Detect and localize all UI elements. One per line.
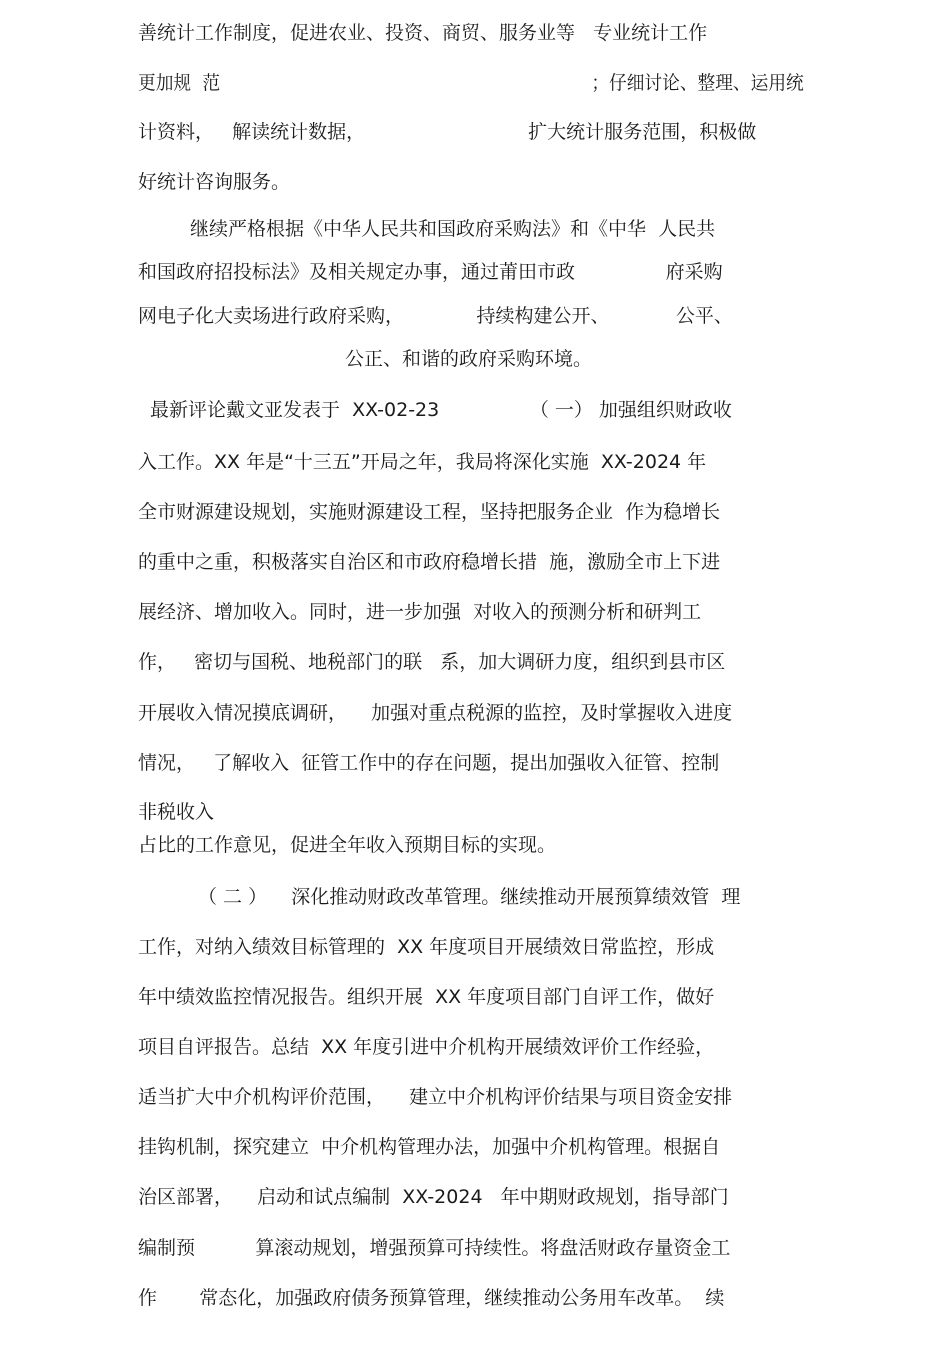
text-line-2: 更加规 范 ；仔细讨论、整理、运用统	[138, 72, 804, 94]
text-line-17: 非税收入	[138, 801, 215, 823]
text-line-22: 项目自评报告。总结 XX 年度引进中介机构开展绩效评价工作经验，	[138, 1036, 715, 1058]
text-line-7: 网电子化大卖场进行政府采购， 持续构建公开、 公平、	[138, 305, 733, 327]
text-line-26: 编制预 算滚动规划，增强预算可持续性。将盘活财政存量资金工	[138, 1237, 731, 1259]
text-line-24: 挂钩机制，探究建立 中介机构管理办法，加强中介机构管理。根据自	[138, 1136, 721, 1158]
text-line-25: 治区部署， 启动和试点编制 XX-2024 年中期财政规划，指导部门	[138, 1186, 729, 1208]
text-line-13: 展经济、增加收入。同时，进一步加强 对收入的预测分析和研判工	[138, 601, 702, 623]
text-line-23: 适当扩大中介机构评价范围， 建立中介机构评价结果与项目资金安排	[138, 1086, 733, 1108]
text-line-5: 继续严格根据《中华人民共和国政府采购法》和《中华 人民共	[190, 218, 716, 240]
text-line-10: 入工作。XX 年是“十三五”开局之年，我局将深化实施 XX-2024 年	[138, 451, 707, 473]
text-line-19: （ 二 ） 深化推动财政改革管理。继续推动开展预算绩效管 理	[198, 886, 741, 908]
text-line-27: 作 常态化，加强政府债务预算管理，继续推动公务用车改革。 续	[138, 1287, 725, 1309]
text-line-12: 的重中之重，积极落实自治区和市政府稳增长措 施，激励全市上下进	[138, 551, 721, 573]
text-line-18: 占比的工作意见，促进全年收入预期目标的实现。	[138, 834, 557, 856]
text-line-11: 全市财源建设规划，实施财源建设工程，坚持把服务企业 作为稳增长	[138, 501, 721, 523]
text-line-9: 最新评论戴文亚发表于 XX-02-23 （ 一） 加强组织财政收	[150, 399, 732, 421]
text-line-6: 和国政府招投标法》及相关规定办事，通过莆田市政 府采购	[138, 261, 723, 283]
text-line-14: 作， 密切与国税、地税部门的联 系，加大调研力度，组织到县市区	[138, 651, 726, 673]
text-line-16: 情况， 了解收入 征管工作中的存在问题，提出加强收入征管、控制	[138, 752, 720, 774]
text-line-8: 公正、和谐的政府采购环境。	[345, 348, 593, 370]
text-line-1: 善统计工作制度，促进农业、投资、商贸、服务业等 专业统计工作	[138, 22, 708, 44]
text-line-20: 工作，对纳入绩效目标管理的 XX 年度项目开展绩效日常监控，形成	[138, 936, 715, 958]
text-line-4: 好统计咨询服务。	[138, 171, 291, 193]
text-line-21: 年中绩效监控情况报告。组织开展 XX 年度项目部门自评工作，做好	[138, 986, 715, 1008]
text-line-3: 计资料， 解读统计数据， 扩大统计服务范围，积极做	[138, 121, 757, 143]
text-line-15: 开展收入情况摸底调研， 加强对重点税源的监控，及时掌握收入进度	[138, 702, 733, 724]
